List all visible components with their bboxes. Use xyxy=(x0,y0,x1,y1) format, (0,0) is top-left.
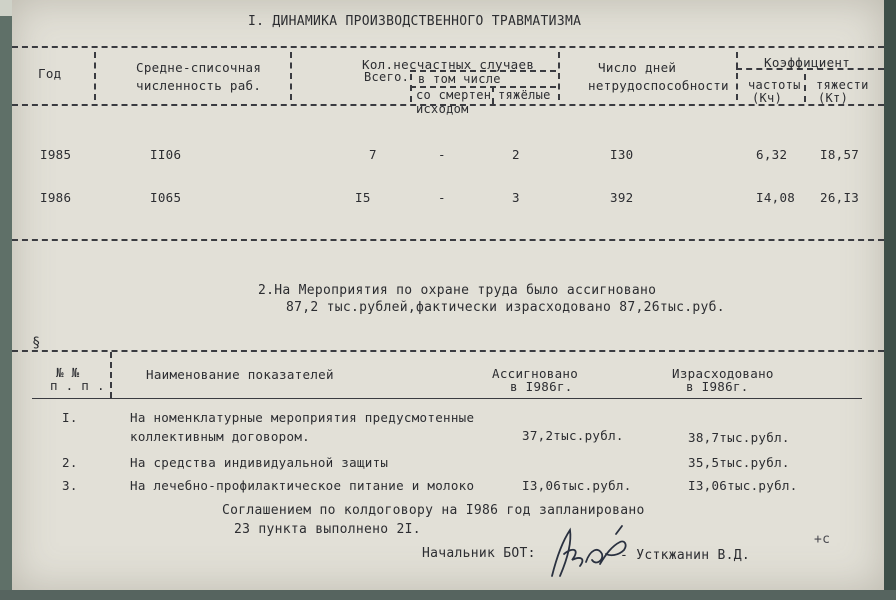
header-fatal-1: со смертен xyxy=(416,88,492,102)
table1-top-rule xyxy=(12,46,884,48)
col-divider xyxy=(804,74,806,102)
cell-severe: 2 xyxy=(512,147,520,162)
right-edge xyxy=(884,0,896,600)
header-num-2: п . п . xyxy=(50,378,105,393)
cell-staff: I065 xyxy=(150,190,182,205)
bottom-edge xyxy=(0,590,896,600)
header-num-1: № № xyxy=(56,365,80,380)
col-divider xyxy=(410,74,412,102)
section-mark: § xyxy=(32,335,41,351)
col-divider xyxy=(110,352,112,398)
header-spent-1: Израсходовано xyxy=(672,366,774,381)
header-year: Год xyxy=(38,66,62,81)
row-spent: 38,7тыс.рубл. xyxy=(688,430,790,445)
header-sev-1: тяжести xyxy=(816,78,869,92)
header-days-2: нетрудоспособности xyxy=(588,78,729,93)
header-coef: Коэффициент xyxy=(764,55,851,70)
section2-line2: 87,2 тыс.рублей,фактически израсходовано 87,26тыс.руб. xyxy=(286,300,725,315)
row-spent: 35,5тыс.рубл. xyxy=(688,455,790,470)
signature-name: - Усткжанин В.Д. xyxy=(620,548,751,563)
row-name: коллективным договором. xyxy=(130,429,310,444)
cell-year: I986 xyxy=(40,190,72,205)
header-sev-2: (Кт) xyxy=(818,91,849,105)
section2-line1: 2.На Мероприятия по охране труда было ассигновано xyxy=(258,283,657,298)
header-name: Наименование показателей xyxy=(146,367,334,382)
row-name: На номенклатурные мероприятия предусмотенные xyxy=(130,410,475,425)
header-total: Всего. xyxy=(364,70,410,84)
cell-sev: 26,I3 xyxy=(820,190,860,205)
table1-header-rule xyxy=(12,104,884,106)
row-number: 3. xyxy=(62,478,78,493)
handwritten-signature xyxy=(546,520,636,582)
agreement-line2: 23 пункта выполнено 2I. xyxy=(234,522,421,537)
cell-severe: 3 xyxy=(512,190,520,205)
header-staff-2: численность раб. xyxy=(136,78,262,93)
cell-staff: II06 xyxy=(150,147,182,162)
header-assigned-2: в I986г. xyxy=(510,379,573,394)
col-divider xyxy=(736,52,738,100)
header-freq-1: частоты xyxy=(748,78,801,92)
signature-position: Начальник БОТ: xyxy=(422,546,536,561)
col-divider xyxy=(492,86,494,104)
header-days-1: Число дней xyxy=(598,60,677,75)
row-spent: I3,06тыс.рубл. xyxy=(688,478,798,493)
row-name: На лечебно-профилактическое питание и молоко xyxy=(130,478,475,493)
col-divider xyxy=(558,52,560,100)
cell-total: 7 xyxy=(369,147,377,162)
row-assigned: I3,06тыс.рубл. xyxy=(522,478,632,493)
cell-freq: 6,32 xyxy=(756,147,788,162)
cell-year: I985 xyxy=(40,147,72,162)
row-number: I. xyxy=(62,410,78,425)
header-accidents: Кол.несчастных случаев xyxy=(362,57,535,72)
row-name: На средства индивидуальной защиты xyxy=(130,455,389,470)
cell-fatal: - xyxy=(438,190,446,205)
header-freq-2: (Кч) xyxy=(752,91,783,105)
document-sheet xyxy=(12,0,884,590)
row-number: 2. xyxy=(62,455,78,470)
header-fatal-2: исходом xyxy=(416,102,469,116)
agreement-line1: Соглашением по колдоговору на I986 год запланировано xyxy=(222,503,645,518)
section1-title: I. ДИНАМИКА ПРОИЗВОДСТВЕННОГО ТРАВМАТИЗМА xyxy=(248,14,582,29)
row-assigned: 37,2тыс.рубл. xyxy=(522,428,624,443)
col-divider xyxy=(290,52,292,100)
header-staff-1: Средне-списочная xyxy=(136,60,262,75)
header-assigned-1: Ассигновано xyxy=(492,366,579,381)
header-including: в том числе xyxy=(418,72,501,86)
cell-days: I30 xyxy=(610,147,634,162)
table2-top-rule xyxy=(12,350,884,352)
cell-freq: I4,08 xyxy=(756,190,796,205)
cell-fatal: - xyxy=(438,147,446,162)
cell-days: 392 xyxy=(610,190,634,205)
header-severe: тяжёлые xyxy=(498,88,551,102)
margin-mark: +c xyxy=(814,532,831,547)
header-spent-2: в I986г. xyxy=(686,379,749,394)
table1-bottom-rule xyxy=(12,239,884,241)
cell-sev: I8,57 xyxy=(820,147,860,162)
col-divider xyxy=(94,52,96,100)
table2-header-rule xyxy=(32,398,862,399)
cell-total: I5 xyxy=(355,190,371,205)
